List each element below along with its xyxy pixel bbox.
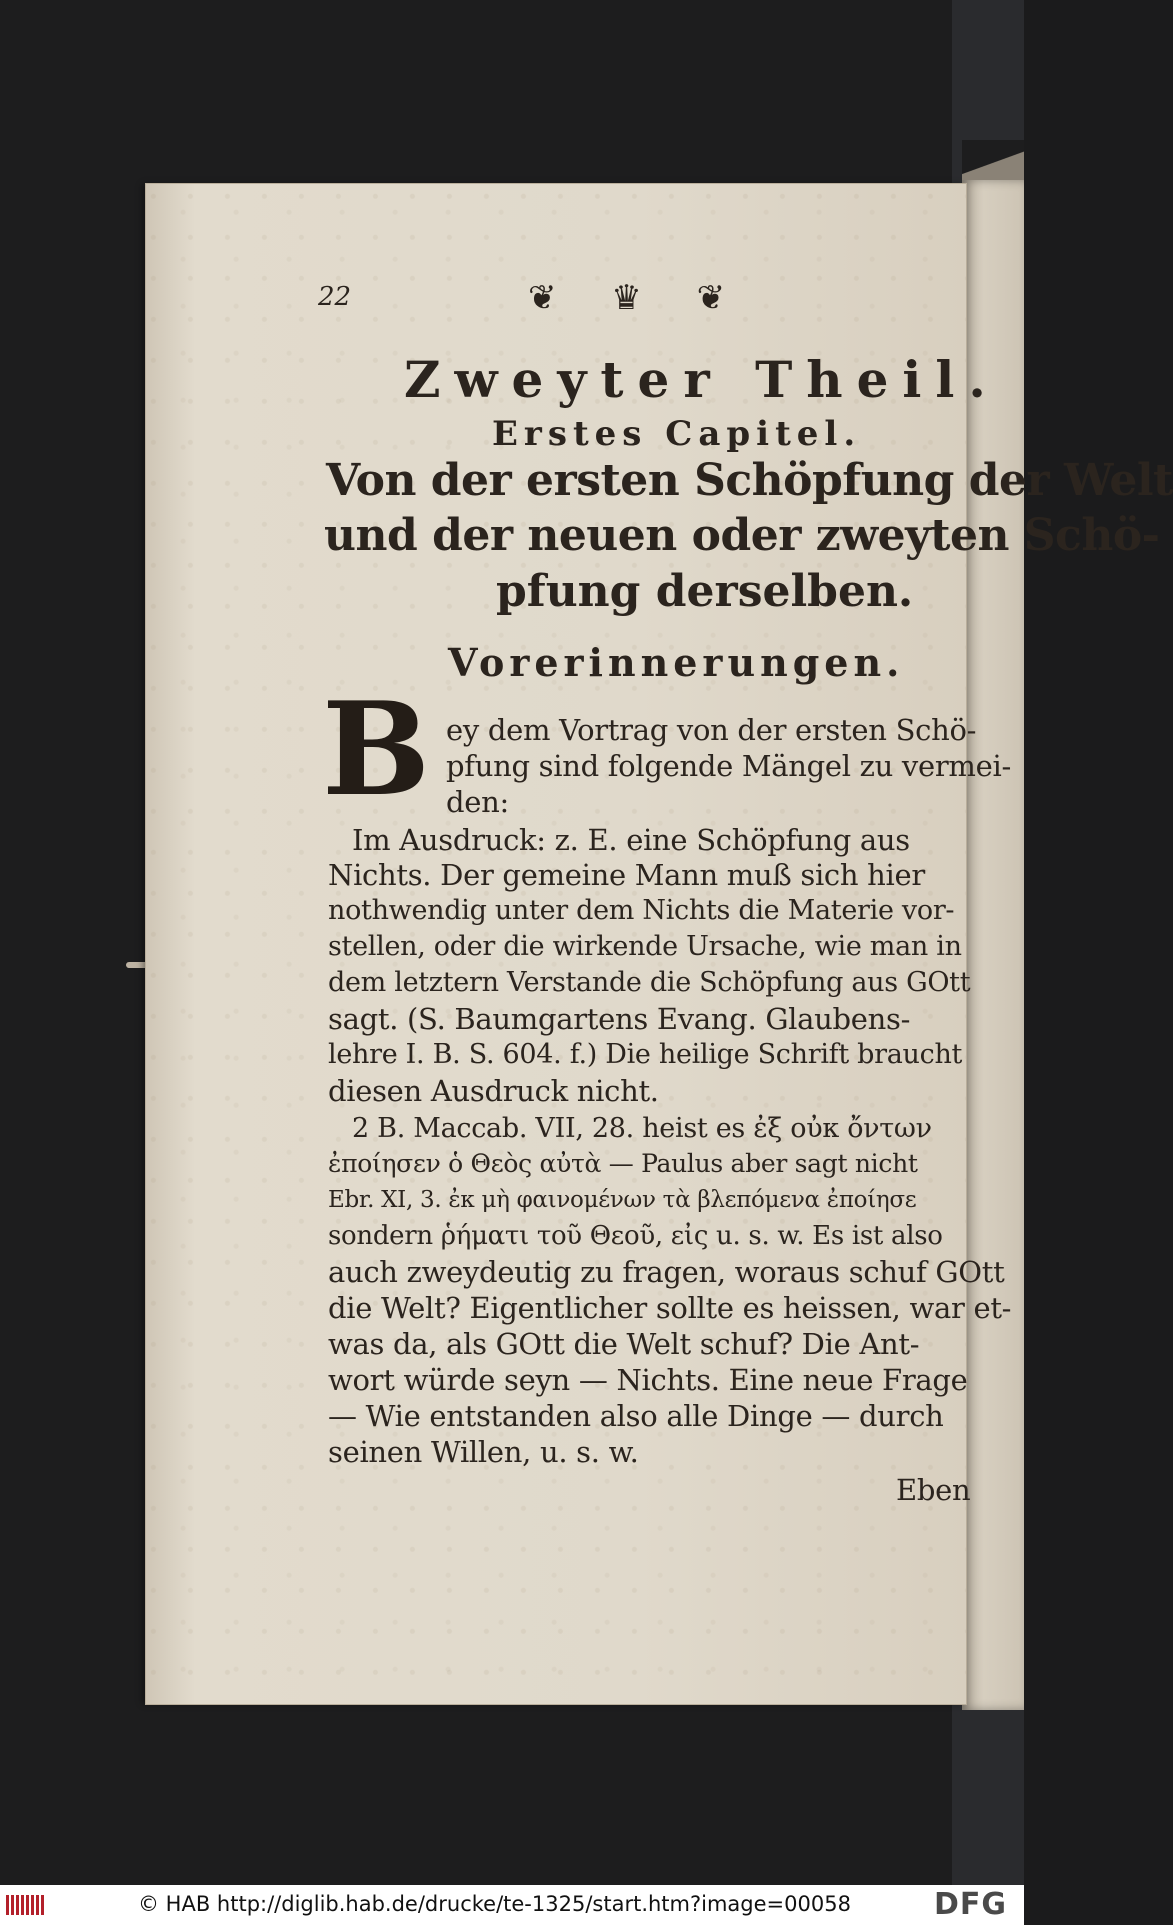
chapter-label: Erstes Capitel. — [492, 414, 862, 454]
catchword: Eben — [896, 1473, 971, 1507]
body-line: seinen Willen, u. s. w. — [328, 1435, 639, 1469]
body-line: Ebr. XI, 3. ἐκ μὴ φαινομένων τὰ βλεπόμενα ἐποίησε — [328, 1187, 917, 1213]
body-line: dem letztern Verstande die Schöpfung aus GOtt — [328, 967, 971, 998]
body-line: nothwendig unter dem Nichts die Materie vor- — [328, 895, 955, 926]
body-line: was da, als GOtt die Welt schuf? Die Ant- — [328, 1327, 920, 1361]
dfg-logo: DFG — [934, 1887, 1008, 1922]
footer-bar — [0, 1885, 1024, 1925]
body-line: pfung sind folgende Mängel zu vermei- — [446, 749, 1011, 783]
hab-logo-icon — [6, 1893, 46, 1917]
body-line: ey dem Vortrag von der ersten Schö- — [446, 713, 977, 747]
body-line: Im Ausdruck: z. E. eine Schöpfung aus — [352, 823, 910, 857]
body-line: auch zweydeutig zu fragen, woraus schuf GOtt — [328, 1255, 1005, 1289]
body-line: stellen, oder die wirkende Ursache, wie man in — [328, 931, 962, 962]
body-line: den: — [446, 785, 509, 819]
header-ornament-icon: ❦ ♛ ❦ — [528, 278, 748, 318]
drop-capital: B — [322, 675, 431, 825]
body-line: diesen Ausdruck nicht. — [328, 1074, 659, 1108]
body-line: lehre I. B. S. 604. f.) Die heilige Schrift braucht — [328, 1039, 963, 1070]
body-line: wort würde seyn — Nichts. Eine neue Frage — [328, 1363, 968, 1397]
body-line: 2 B. Maccab. VII, 28. heist es ἐξ οὐκ ὄντων — [352, 1113, 932, 1144]
next-page-fold — [962, 140, 1024, 185]
body-line: Nichts. Der gemeine Mann muß sich hier — [328, 858, 925, 892]
body-line: — Wie entstanden also alle Dinge — durch — [328, 1399, 944, 1433]
body-line: sagt. (S. Baumgartens Evang. Glaubens- — [328, 1002, 911, 1036]
next-page-sliver — [962, 180, 1024, 1710]
page-number: 22 — [318, 282, 352, 312]
chapter-title-line: Von der ersten Schöpfung der Welt — [326, 455, 1173, 506]
chapter-title-line: pfung derselben. — [496, 566, 914, 617]
chapter-title-line: und der neuen oder zweyten Schö- — [324, 510, 1160, 561]
body-line: ἐποίησεν ὁ Θεὸς αὐτὰ — Paulus aber sagt nicht — [328, 1149, 918, 1178]
body-line: sondern ῥήματι τοῦ Θεοῦ, εἰς u. s. w. Es ist also — [328, 1221, 943, 1251]
section-heading: Vorerinnerungen. — [448, 640, 905, 685]
part-title: Zweyter Theil. — [404, 350, 1000, 409]
body-line: die Welt? Eigentlicher sollte es heissen, war et- — [328, 1291, 1012, 1325]
copyright-link[interactable]: © HAB http://diglib.hab.de/drucke/te-1325/start.htm?image=00058 — [138, 1892, 851, 1916]
